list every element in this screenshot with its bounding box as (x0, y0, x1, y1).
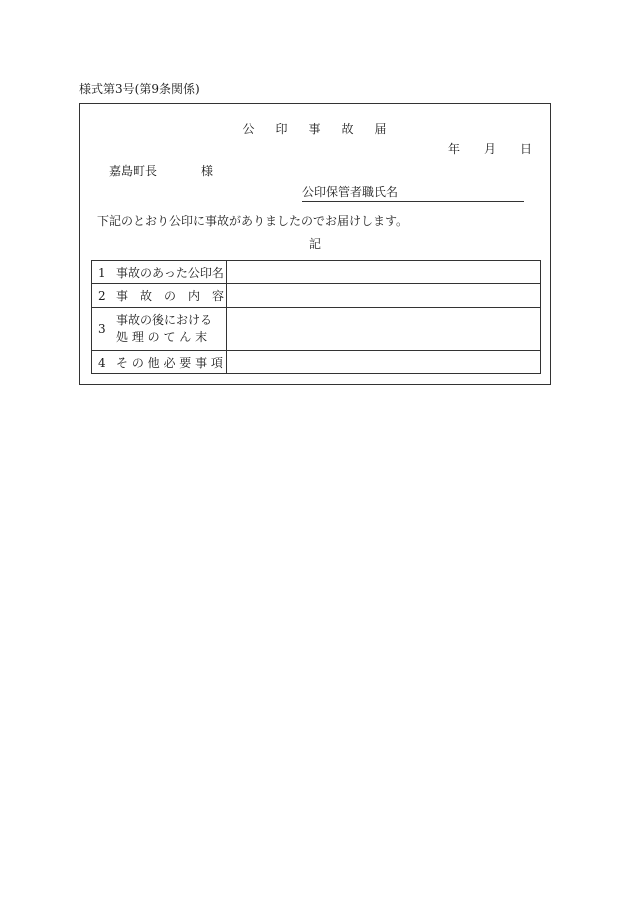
table-row (92, 351, 541, 374)
item-number: 2 (98, 289, 106, 303)
item-value-cell[interactable] (227, 284, 541, 308)
item-number: 3 (98, 322, 106, 336)
table-row (92, 284, 541, 308)
notification-form (79, 103, 551, 385)
addressee-honorific: 様 (201, 164, 214, 178)
item-label: 事故の後における (116, 313, 213, 327)
item-label: そ の 他 必 要 事 項 (116, 355, 223, 370)
item-number: 4 (98, 355, 106, 370)
item-label-cell (92, 351, 227, 374)
body-text: 下記のとおり公印に事故がありましたのでお届けします。 (97, 214, 409, 228)
item-value-cell[interactable] (227, 351, 541, 374)
title-char: 公 (242, 122, 256, 136)
form-number-label: 様式第3号(第9条関係) (79, 82, 200, 96)
item-label-cell (92, 308, 227, 351)
item-label: 事故のあった公印名 (116, 265, 224, 280)
title-char: 事 (308, 122, 322, 136)
applicant-label: 公印保管者職氏名 (302, 185, 399, 199)
table-row (92, 308, 541, 351)
applicant-name-field[interactable] (302, 183, 524, 202)
addressee-town: 嘉島町長 (109, 164, 158, 178)
ki-heading: 記 (308, 237, 321, 251)
title-char: 届 (374, 122, 388, 136)
item-number: 1 (98, 265, 106, 280)
table-row (92, 261, 541, 284)
date-day: 日 (519, 142, 532, 156)
items-table (91, 260, 541, 374)
date-line (424, 140, 532, 157)
item-value-cell[interactable] (227, 261, 541, 284)
item-label-cell (92, 261, 227, 284)
date-month: 月 (483, 142, 496, 156)
form-title (80, 120, 550, 137)
title-char: 故 (341, 122, 355, 136)
title-char: 印 (275, 122, 289, 136)
item-label-cell (92, 284, 227, 308)
item-label-line2: 処 理 の て ん 末 (116, 330, 208, 344)
item-label: 事 故 の 内 容 (116, 289, 225, 303)
item-value-cell[interactable] (227, 308, 541, 351)
date-year: 年 (447, 142, 460, 156)
addressee (109, 162, 213, 179)
